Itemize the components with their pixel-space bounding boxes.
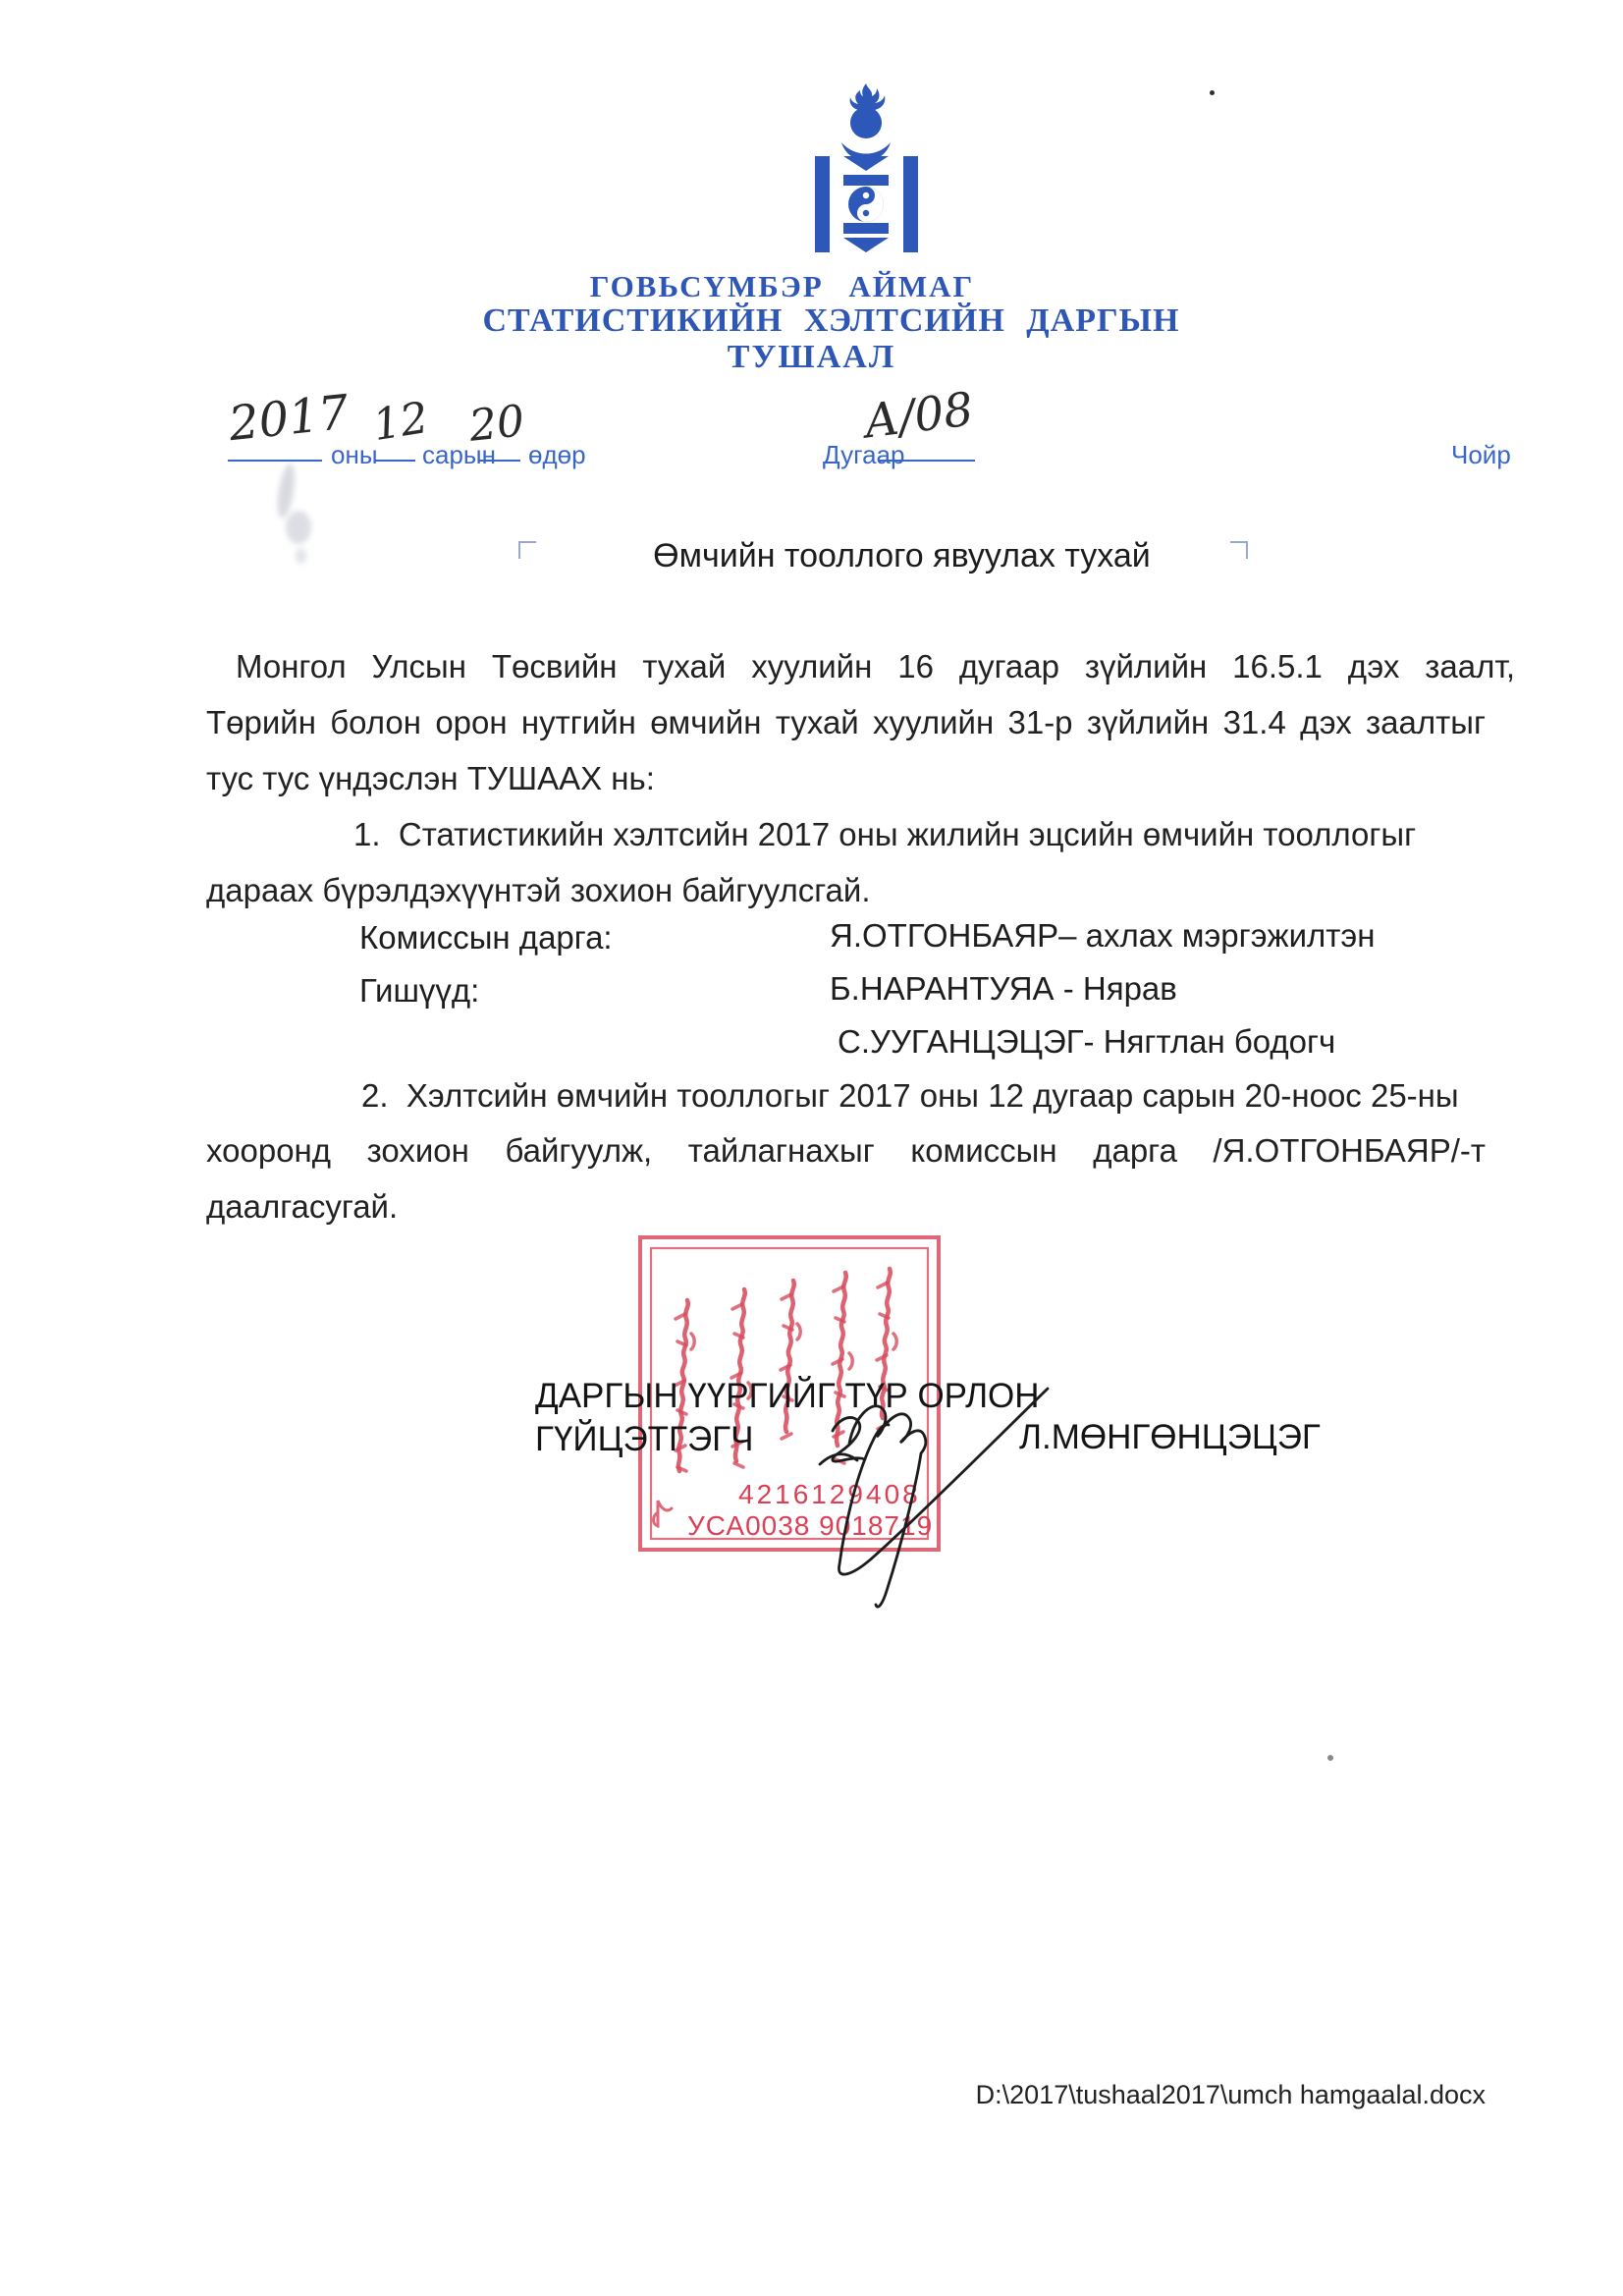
date-blank-year — [228, 460, 322, 462]
commission-chair-label: Комиссын дарга: — [359, 919, 613, 956]
list-item-1-cont: дараах бүрэлдэхүүнтэй зохион байгуулсгай. — [206, 872, 871, 908]
list-item-2-cont: хооронд зохион байгуулж, тайлагнахыг комиссын дарга /Я.ОТГОНБАЯР/-т — [206, 1132, 1486, 1169]
number-blank — [879, 460, 975, 462]
label-odor: өдөр — [528, 440, 586, 469]
list-item-1: 1. Статистикийн хэлтсийн 2017 оны жилийн эцсийн өмчийн тооллогыг — [353, 816, 1417, 852]
label-ony: оны — [331, 440, 378, 469]
signature — [800, 1370, 1095, 1635]
footer-file-path: D:\2017\tushaal2017\umch hamgaalal.docx — [975, 2080, 1486, 2109]
body-line: Монгол Улсын Төсвийн тухай хуулийн 16 дугаар зүйлийн 16.5.1 дэх заалт, — [236, 648, 1515, 684]
handwritten-month: 12 — [369, 392, 432, 452]
label-saryn: сарын — [422, 440, 496, 469]
soyombo-emblem-icon — [815, 83, 918, 252]
commission-member-1: Б.НАРАНТУЯА - Нярав — [830, 970, 1177, 1007]
handwritten-day: 20 — [466, 396, 527, 452]
label-city: Чойр — [1451, 440, 1511, 469]
commission-chair-value: Я.ОТГОНБАЯР– ахлах мэргэжилтэн — [830, 917, 1376, 954]
stamp-number-registry: 4216129408 — [738, 1479, 921, 1509]
ink-dot — [1210, 90, 1215, 95]
list-item-2-end: даалгасугай. — [206, 1188, 399, 1225]
body-line: тус тус үндэслэн ТУШААХ нь: — [206, 760, 655, 796]
signer-name: Л.МӨНГӨНЦЭЦЭГ — [1019, 1418, 1321, 1456]
header-line-aimag: ГОВЬСҮМБЭР АЙМАГ — [589, 269, 975, 303]
document-title: Өмчийн тооллого явуулах тухай — [653, 537, 1151, 574]
label-dugaar: Дугаар — [823, 440, 905, 469]
header-line-doctype: ТУШААЛ — [727, 339, 896, 375]
signer-title-line-1: ДАРГЫН ҮҮРГИЙГ ТҮР ОРЛОН — [535, 1377, 1040, 1415]
commission-member-2: С.УУГАНЦЭЦЭГ- Нягтлан бодогч — [838, 1023, 1336, 1060]
header-line-department: СТАТИСТИКИЙН ХЭЛТСИЙН ДАРГЫН — [482, 302, 1180, 339]
body-line: Төрийн болон орон нутгийн өмчийн тухай хуулийн 31-р зүйлийн 31.4 дэх заалтыг — [206, 704, 1486, 740]
title-bracket-right — [1230, 541, 1248, 559]
commission-members-label: Гишүүд: — [359, 972, 480, 1009]
date-blank-day — [479, 460, 520, 462]
list-item-2: 2. Хэлтсийн өмчийн тооллогыг 2017 оны 12 дугаар сарын 20-ноос 25-ны — [361, 1077, 1459, 1114]
signer-title-line-2: ГҮЙЦЭТГЭГЧ — [535, 1420, 754, 1458]
handwritten-year: 2017 — [226, 384, 352, 453]
date-blank-month — [374, 460, 415, 462]
handwritten-number: А/08 — [861, 382, 977, 450]
ink-dot — [1327, 1755, 1333, 1761]
stamp-number-serial: УСА0038 9018719 — [687, 1510, 934, 1541]
